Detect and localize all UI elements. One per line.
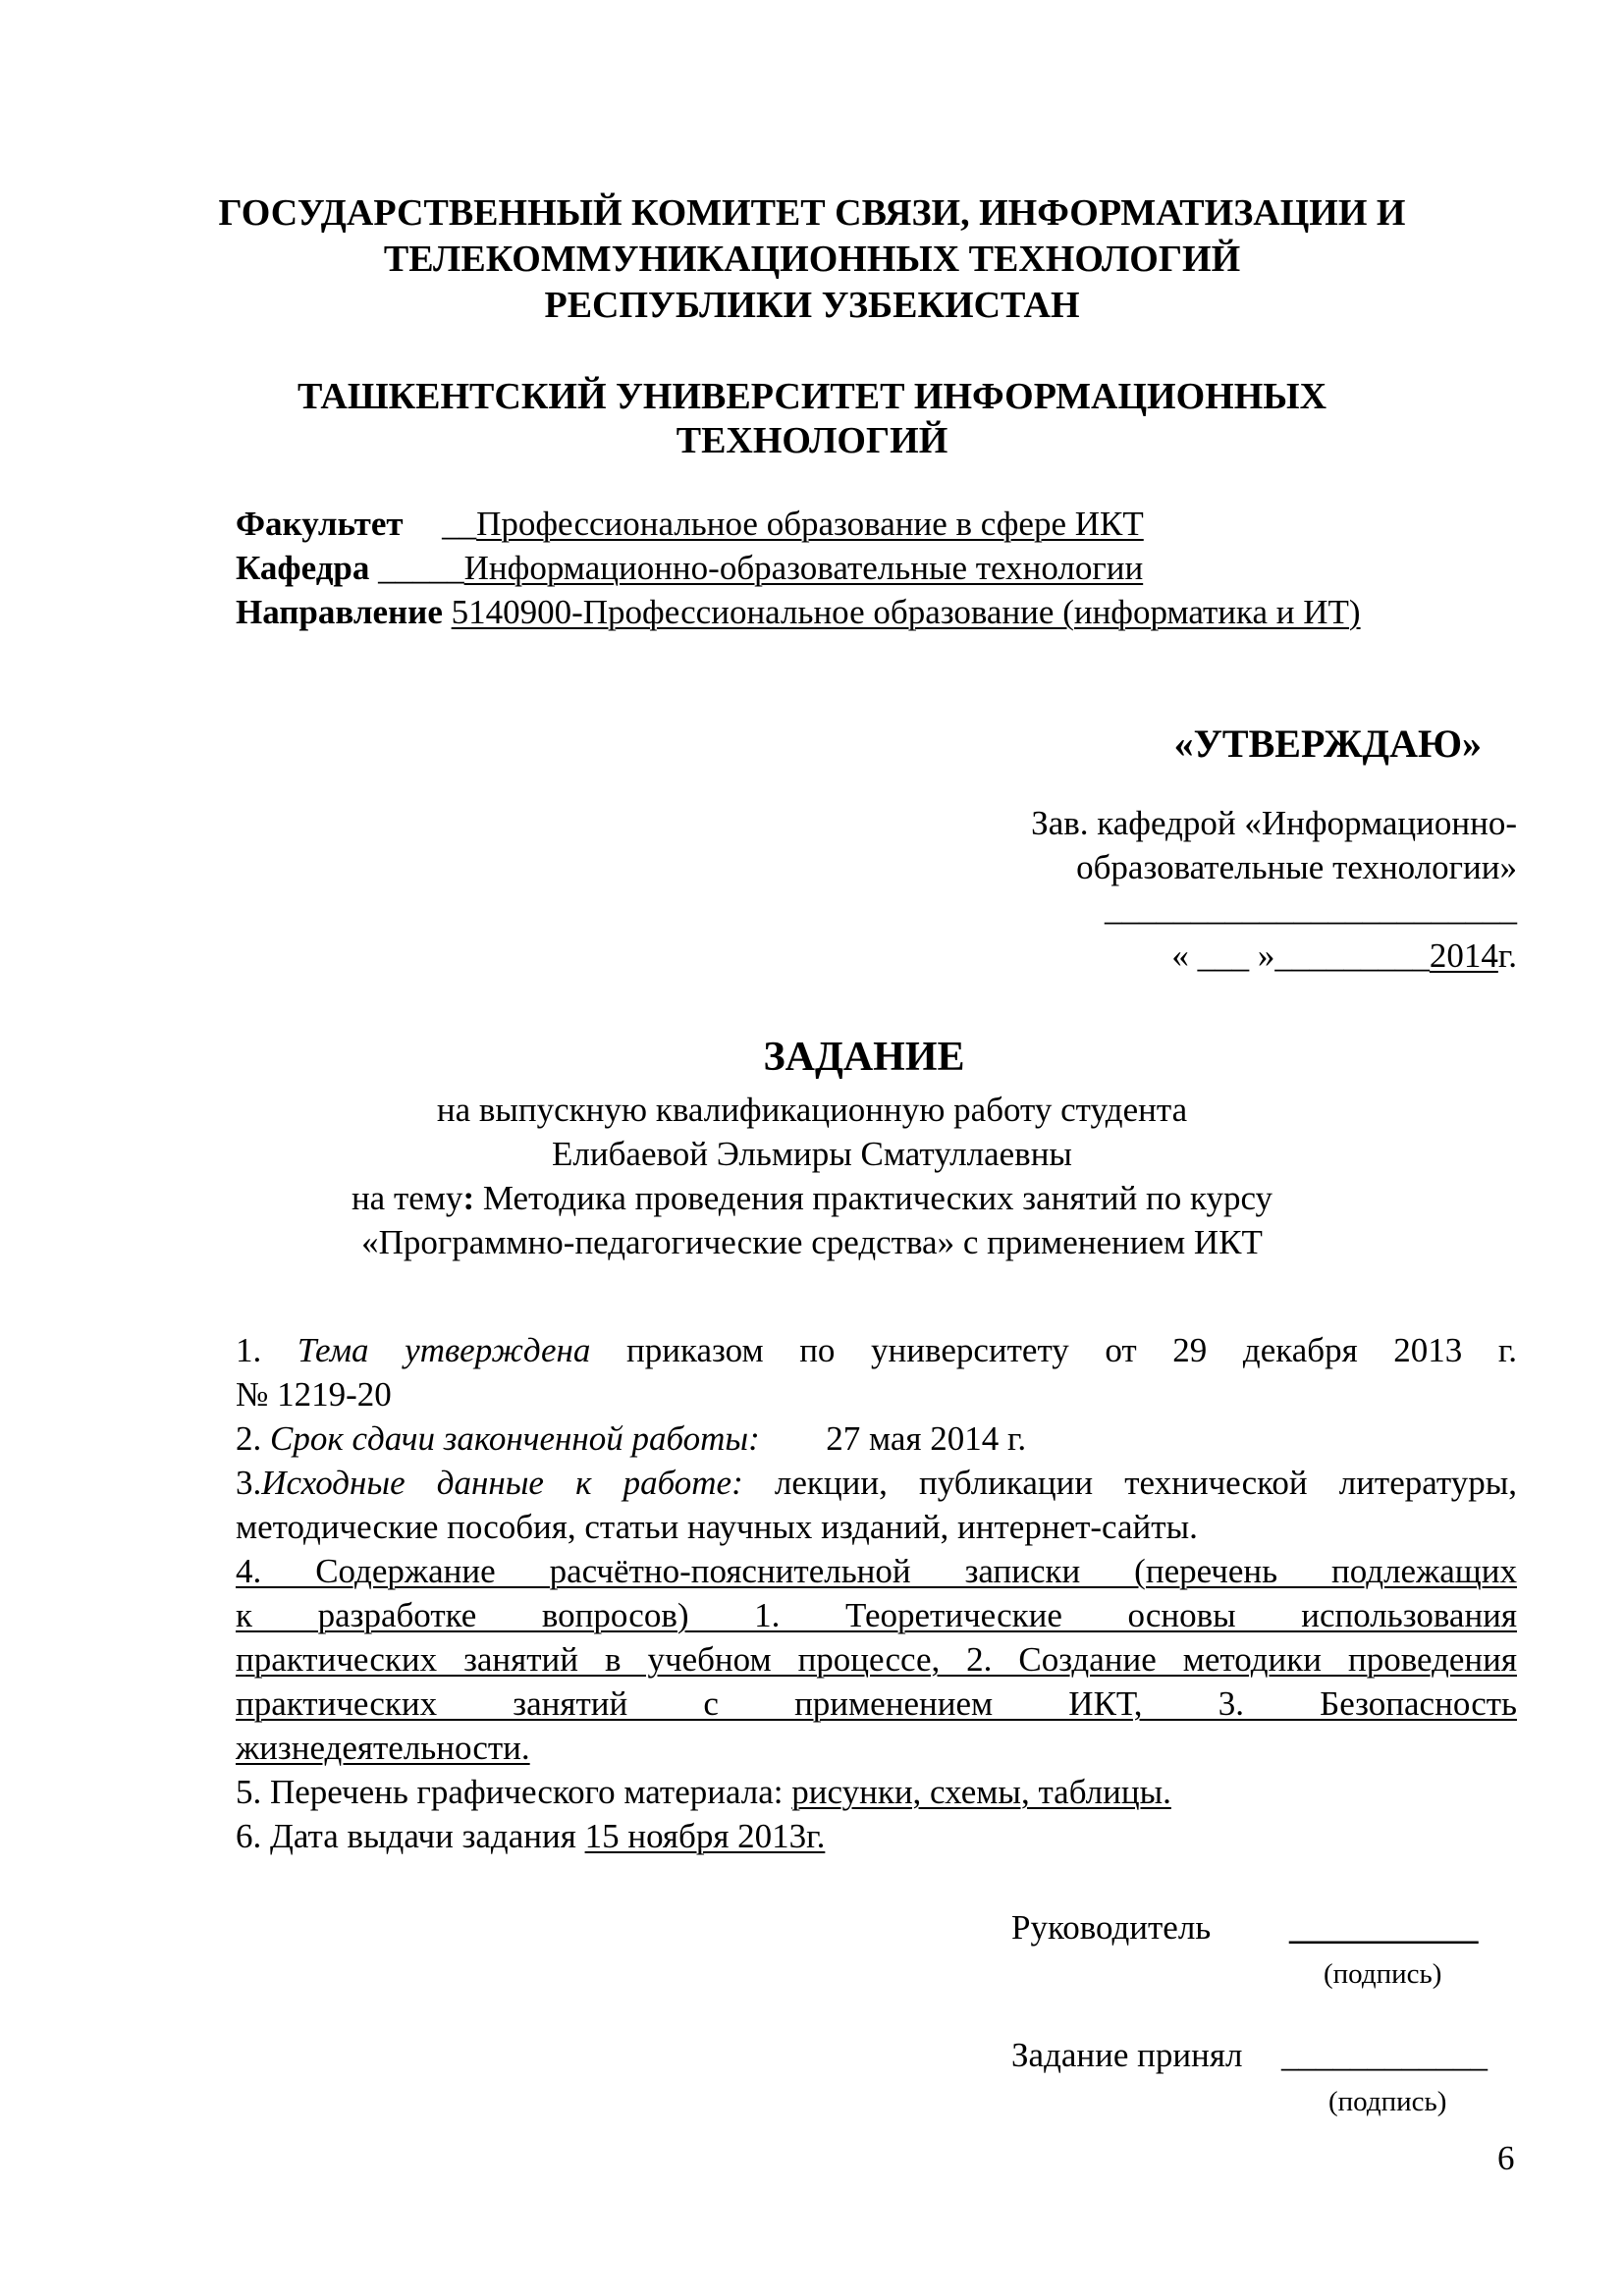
approval-date [1171, 937, 1517, 975]
item-2-text: 27 мая 2014 г. [826, 1419, 1027, 1458]
supervisor-label: Руководитель [1011, 1908, 1212, 1947]
item-5 [236, 1774, 1517, 1811]
task-topic-line-2: «Программно-педагогические средства» с применением ИКТ [361, 1223, 1263, 1261]
approval-line-1: Зав. кафедрой «Информационно- [1031, 804, 1517, 842]
approval-signature-line: ________________________ [1105, 889, 1517, 928]
item-2-label: Срок сдачи законченной работы: [270, 1419, 760, 1458]
ministry-line-3: РЕСПУБЛИКИ УЗБЕКИСТАН [544, 285, 1080, 326]
task-title: ЗАДАНИЕ [763, 1035, 965, 1080]
task-topic-text-1: Методика проведения практических занятий по курсу [474, 1179, 1273, 1217]
department-blank: _____ [378, 549, 464, 587]
supervisor-signature-line: ___________ [1289, 1908, 1479, 1947]
item-5-value: рисунки, схемы, таблицы. [791, 1773, 1171, 1811]
accepted-signature-line: ____________ [1281, 2036, 1488, 2074]
item-3-text: лекции, публикации технической литературы, [774, 1464, 1517, 1502]
direction-row [236, 594, 1361, 631]
item-2 [236, 1420, 1517, 1458]
item-3-label: Исходные данные к работе: [261, 1464, 743, 1502]
task-topic-line-1 [0, 1180, 1624, 1217]
approval-date-year: 2014 [1429, 936, 1498, 975]
item-2-number: 2. [236, 1419, 262, 1458]
faculty-blank: __ [442, 505, 477, 543]
direction-value: 5140900-Профессиональное образование (информатика и ИТ) [451, 593, 1361, 631]
item-4-line-1: 4. Содержание расчётно-пояснительной записки (перечень подлежащих [236, 1552, 1517, 1590]
task-topic-colon: : [462, 1179, 475, 1217]
page-number: 6 [1497, 2139, 1515, 2177]
item-4-line-5-text: жизнедеятельности. [236, 1729, 530, 1767]
item-1-text: приказом по университету от 29 декабря 2013 г. [626, 1331, 1518, 1369]
faculty-value: Профессиональное образование в сфере ИКТ [476, 505, 1144, 543]
university-line-2: ТЕХНОЛОГИЙ [676, 420, 948, 461]
task-line-1: на выпускную квалификационную работу студента [436, 1091, 1188, 1129]
item-6 [236, 1818, 1517, 1855]
item-6-value: 15 ноября 2013г. [584, 1817, 826, 1855]
item-3-continuation: методические пособия, статьи научных изданий, интернет-сайты. [236, 1508, 1198, 1546]
approval-title: «УТВЕРЖДАЮ» [1173, 721, 1482, 766]
task-topic-prefix: на тему [351, 1179, 463, 1217]
item-4-line-3: практических занятий в учебном процессе, 2. Создание методики проведения [236, 1640, 1517, 1679]
approval-date-blank: _________ [1274, 936, 1430, 975]
ministry-line-2: ТЕЛЕКОММУНИКАЦИОННЫХ ТЕХНОЛОГИЙ [383, 239, 1241, 280]
item-5-text: 5. Перечень графического материала: [236, 1773, 792, 1811]
item-1-label: Тема утверждена [297, 1331, 591, 1369]
item-4-line-4: практических занятий с применением ИКТ, 3. Безопасность [236, 1684, 1517, 1723]
task-student-name: Елибаевой Эльмиры Сматуллаевны [552, 1135, 1072, 1173]
approval-date-open: « ___ » [1171, 936, 1275, 975]
department-row [236, 550, 1143, 587]
item-1-number: 1. [236, 1331, 262, 1369]
item-4-line-5 [236, 1730, 1517, 1767]
approval-line-2: образовательные технологии» [1076, 848, 1517, 886]
item-1-continuation: № 1219-20 [236, 1375, 392, 1414]
university-line-1: ТАШКЕНТСКИЙ УНИВЕРСИТЕТ ИНФОРМАЦИОННЫХ [297, 376, 1327, 417]
item-1 [236, 1332, 1517, 1369]
accepted-signature-caption: (подпись) [1328, 2086, 1447, 2117]
item-4-line-2: к разработке вопросов) 1. Теоретические основы использования [236, 1596, 1517, 1634]
department-value: Информационно-образовательные технологии [463, 549, 1144, 587]
supervisor-signature-caption: (подпись) [1324, 1958, 1442, 1990]
accepted-label: Задание принял [1011, 2036, 1243, 2074]
ministry-line-1: ГОСУДАРСТВЕННЫЙ КОМИТЕТ СВЯЗИ, ИНФОРМАТИЗАЦИИ И [218, 192, 1406, 234]
direction-label: Направление [236, 593, 443, 631]
item-6-text: 6. Дата выдачи задания [236, 1817, 585, 1855]
department-label: Кафедра [236, 549, 370, 587]
item-3 [236, 1465, 1517, 1502]
faculty-row [236, 506, 1144, 543]
approval-date-suffix: г. [1497, 936, 1517, 975]
faculty-label: Факультет [236, 505, 404, 543]
item-3-number: 3. [236, 1464, 262, 1502]
